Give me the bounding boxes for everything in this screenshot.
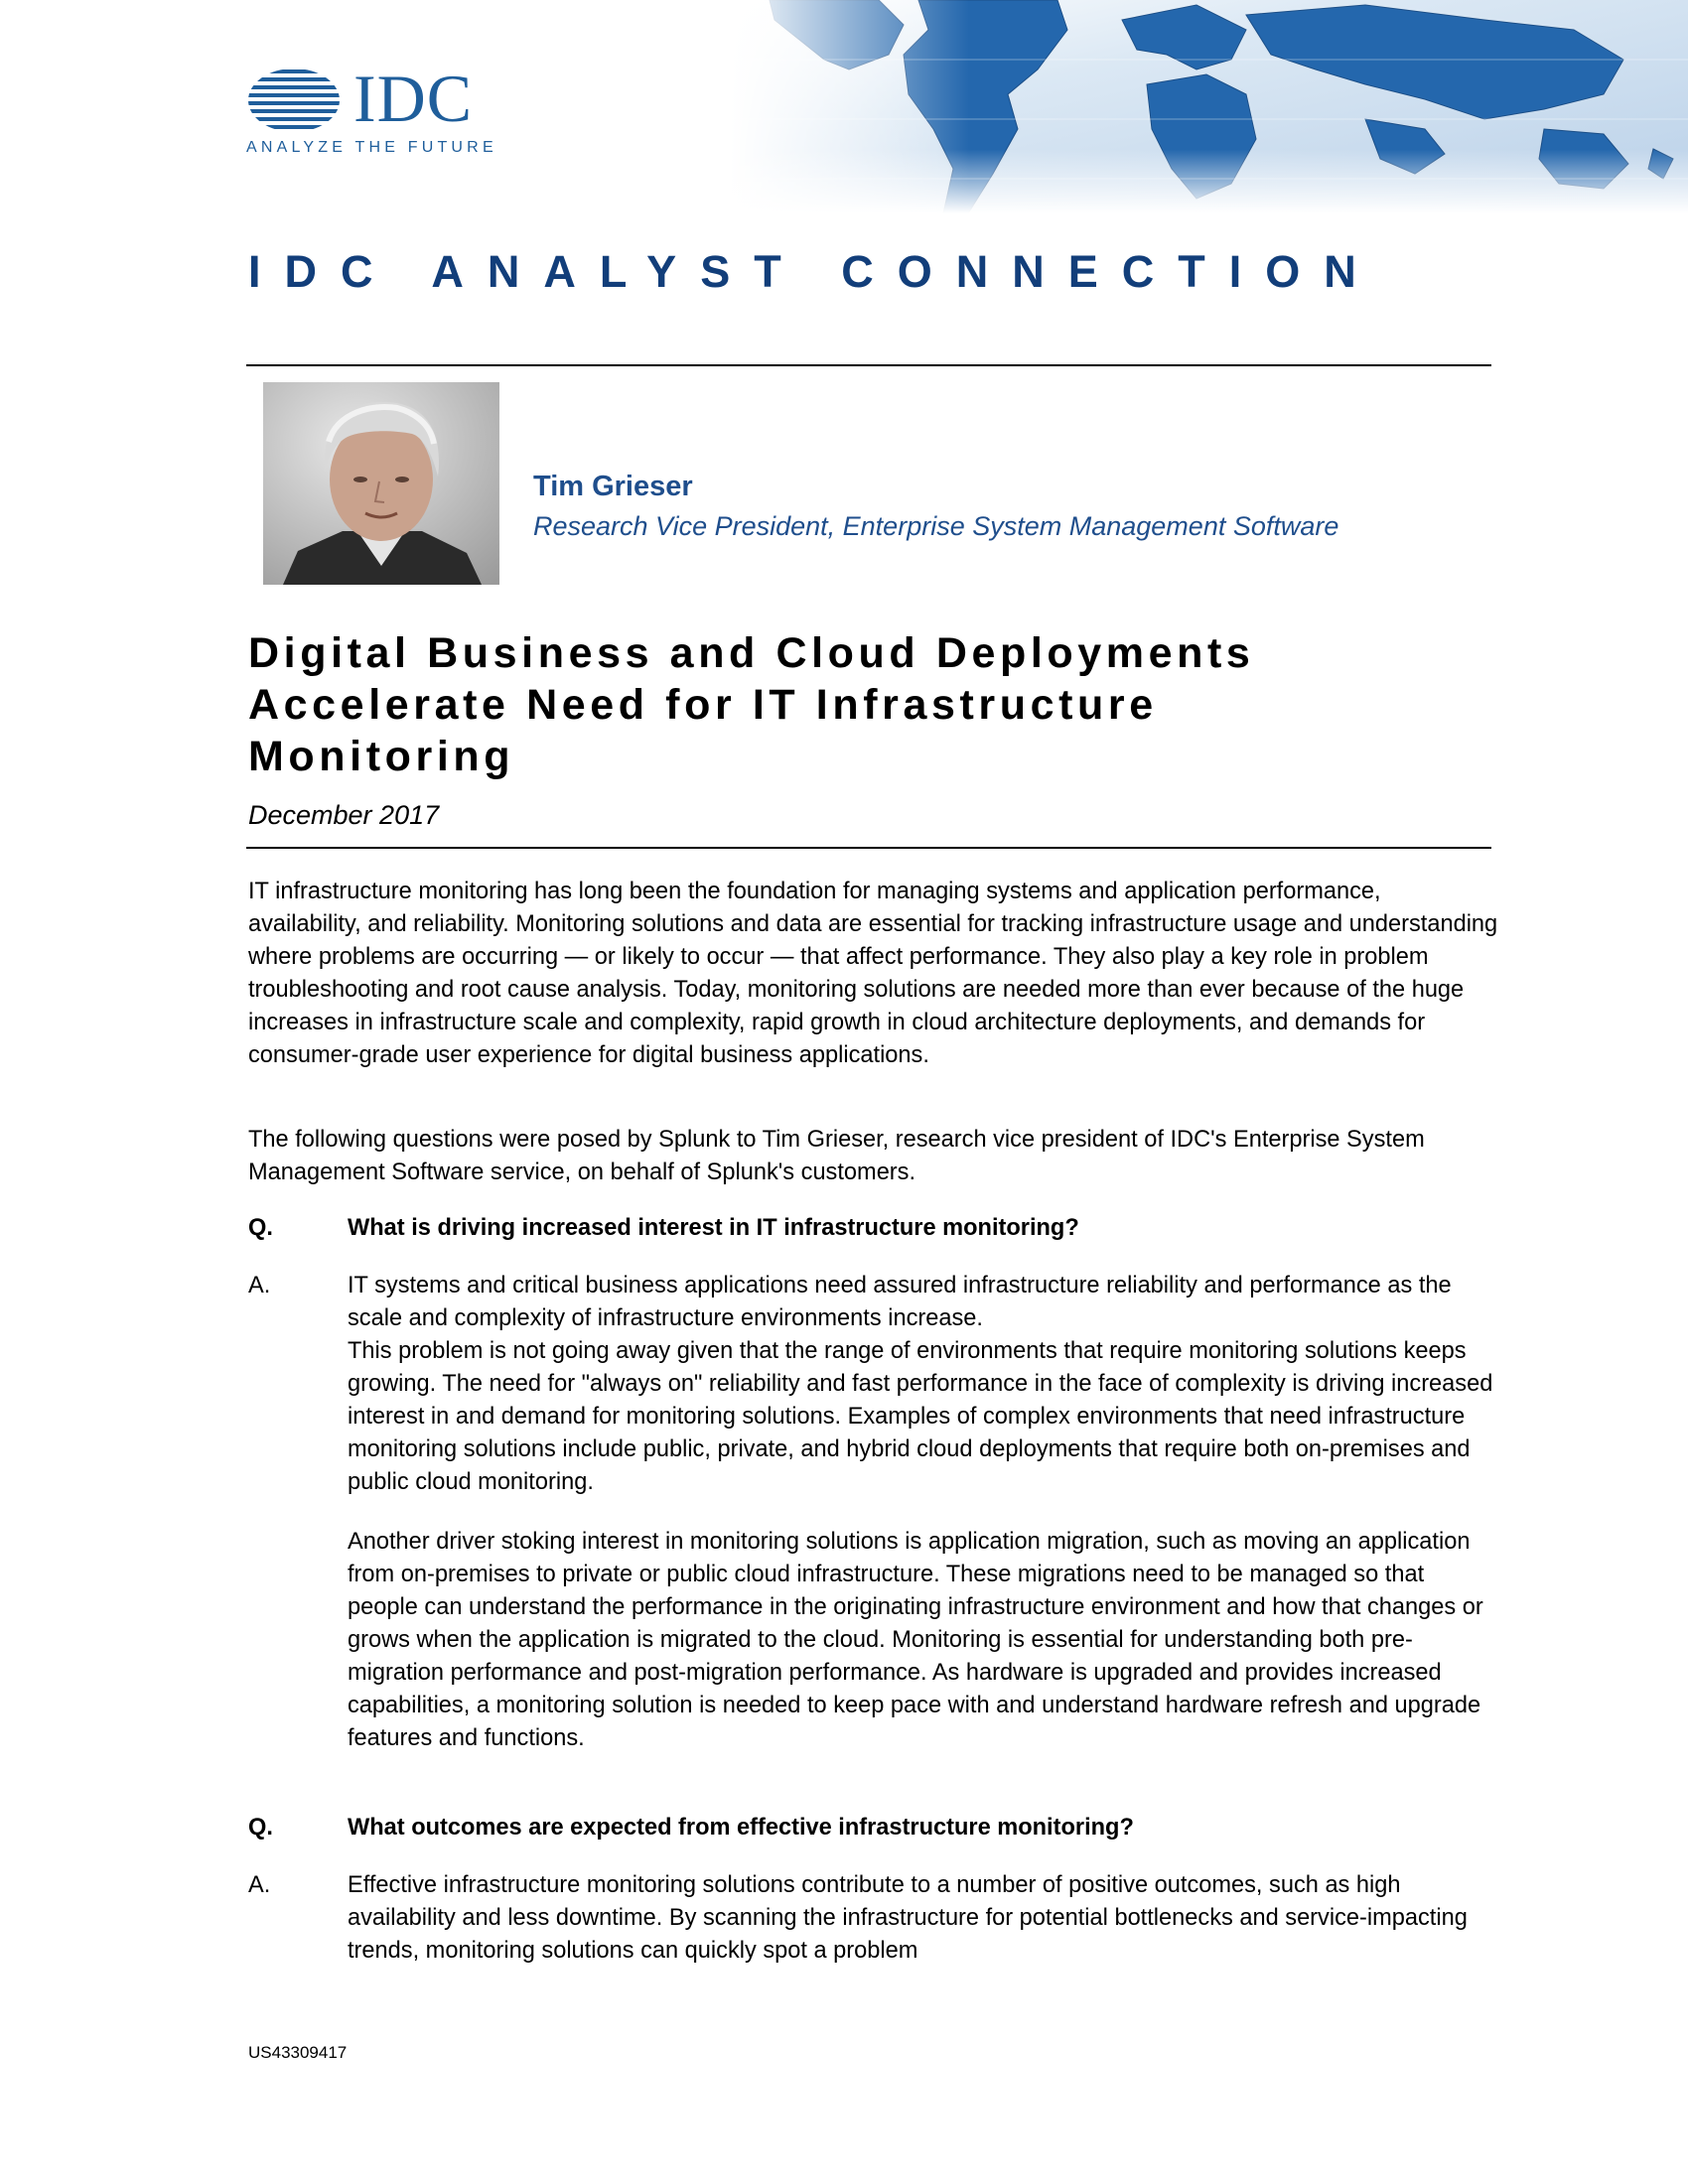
answer-paragraph: This problem is not going away given that the range of environments that require monitoring solutions keeps growing. The need for "always on" reliability and fast performance in the face of complexity is driving increased interest in and demand for monitoring solutions. Examples of complex environments that need infrastructure monitoring solutions include public, private, and hybrid cloud deployments that require both on-premises and public cloud monitoring. xyxy=(348,1338,1493,1495)
top-divider xyxy=(246,364,1491,366)
question-text: What outcomes are expected from effective infrastructure monitoring? xyxy=(348,1815,1134,1841)
intro-paragraph: The following questions were posed by Splunk to Tim Grieser, research vice president of IDC's Enterprise System Management Software service, on behalf of Splunk's customers. xyxy=(248,1127,1425,1185)
author-name: Tim Grieser xyxy=(533,471,693,502)
idc-brand-text: IDC xyxy=(353,61,474,136)
world-map-banner xyxy=(730,0,1688,213)
answer-label: A. xyxy=(248,1872,271,1898)
document-date: December 2017 xyxy=(248,800,440,830)
question-label: Q. xyxy=(248,1815,273,1841)
document-title xyxy=(248,627,1390,782)
answer-paragraph: IT systems and critical business applications need assured infrastructure reliability and performance as the scale and complexity of infrastructure environments increase. xyxy=(348,1273,1452,1331)
series-title: IDC ANALYST CONNECTION xyxy=(248,246,1380,297)
title-line: Accelerate Need for IT Infrastructure xyxy=(248,681,1158,729)
intro-paragraph: IT infrastructure monitoring has long been the foundation for managing systems and application performance, availability, and reliability. Monitoring solutions and data are essential for tracking infrastructure usage and understanding where problems are occurring — or likely to occur — that affect performance. They also play a key role in problem troubleshooting and root cause analysis. Today, monitoring solutions are needed more than ever because of the huge increases in infrastructure scale and complexity, rapid growth in cloud architecture deployments, and demands for consumer-grade user experience for digital business applications. xyxy=(248,879,1498,1068)
idc-logo xyxy=(246,61,504,159)
footer-document-id: US43309417 xyxy=(248,2043,348,2062)
answer-paragraph: Effective infrastructure monitoring solutions contribute to a number of positive outcomes, such as high availability and less downtime. By scanning the infrastructure for potential bottlenecks and service-impacting trends, monitoring solutions can quickly spot a problem xyxy=(348,1872,1468,1964)
title-line: Digital Business and Cloud Deployments xyxy=(248,629,1255,677)
author-photo xyxy=(263,382,499,585)
question-text: What is driving increased interest in IT infrastructure monitoring? xyxy=(348,1215,1079,1241)
title-line: Monitoring xyxy=(248,733,515,780)
answer-paragraph: Another driver stoking interest in monitoring solutions is application migration, such as moving an application from on-premises to private or public cloud infrastructure. These migrations need to be managed so that people can understand the performance in the originating infrastructure environment and how that changes or grows when the application is migrated to the cloud. Monitoring is essential for understanding both pre-migration performance and post-migration performance. As hardware is upgraded and provides increased capabilities, a monitoring solution is needed to keep pace with and understand hardware refresh and upgrade features and functions. xyxy=(348,1529,1483,1751)
idc-tagline: ANALYZE THE FUTURE xyxy=(246,139,497,156)
question-label: Q. xyxy=(248,1215,273,1241)
answer-label: A. xyxy=(248,1273,271,1298)
idc-globe-icon xyxy=(246,68,342,133)
title-divider xyxy=(246,847,1491,849)
author-role: Research Vice President, Enterprise System Management Software xyxy=(533,511,1339,541)
